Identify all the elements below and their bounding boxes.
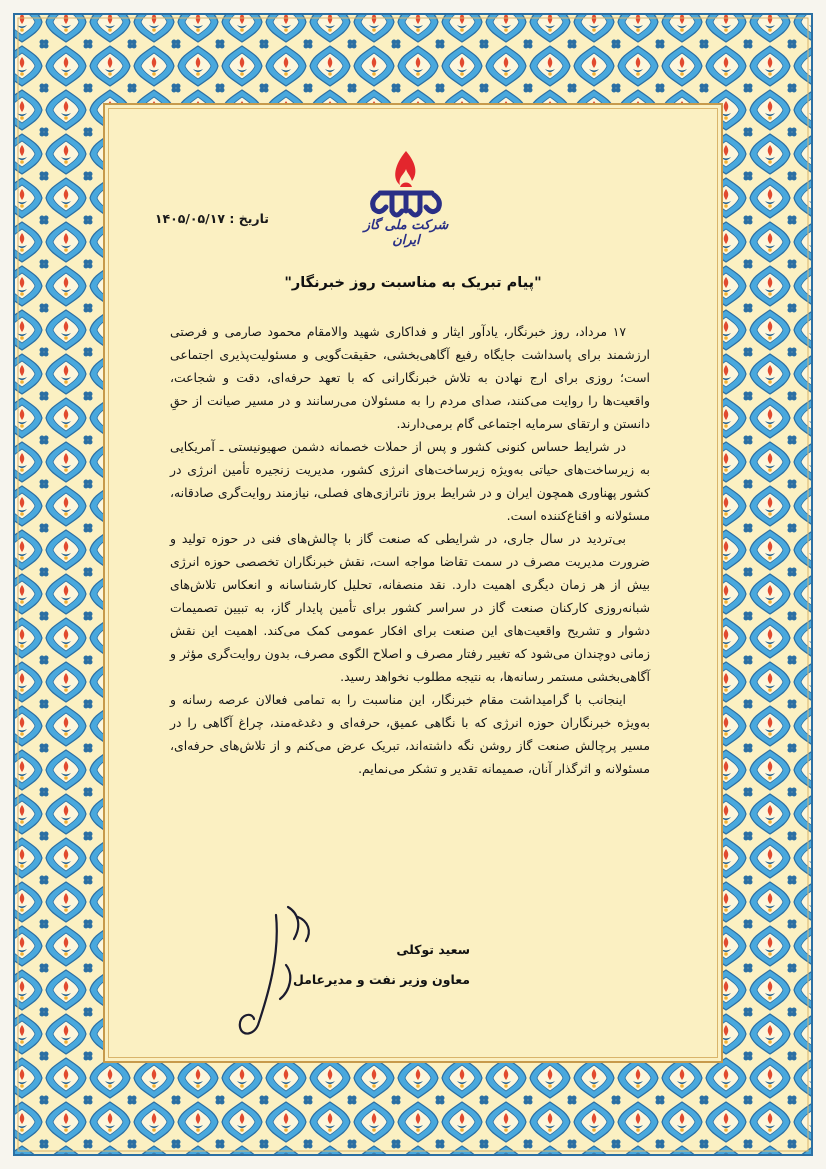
document-date <box>119 211 269 226</box>
date-label: تاریخ : <box>229 211 269 226</box>
date-value: ۱۴۰۵/۰۵/۱۷ <box>154 211 225 226</box>
handwritten-signature <box>228 895 318 1045</box>
company-name-logotype: شرکت ملی گاز ایران <box>363 218 449 248</box>
paragraph: اینجانب با گرامیداشت مقام خبرنگار، این مناسبت را به تمامی فعالان عرصه رسانه و به‌ویژه خبرنگاران حوزه انرژی که با نگاهی عمیق، حرفه‌ای و دغدغه‌مند، چراغ آگاهی را در مسیر پرچالش صنعت گاز روشن نگه داشته‌اند، تبریک عرض می‌کنم و از تلاش‌های حرفه‌ای، مسئولانه و اثرگذار آنان، صمیمانه تقدیر و تشکر می‌نمایم. <box>170 692 650 776</box>
letter-title: "پیام تبریک به مناسبت روز خبرنگار" <box>284 275 542 291</box>
paragraph: بی‌تردید در سال جاری، در شرایطی که صنعت گاز با چالش‌های فنی در حوزه تولید و ضرورت مدیریت مصرف در سمت تقاضا مواجه است، نقش خبرنگاران تخصصی حوزه انرژی بیش از هر زمان دیگری اهمیت دارد. نقد منصفانه، تحلیل کارشناسانه و انعکاس تلاش‌های شبانه‌روزی کارکنان صنعت گاز در سراسر کشور برای تأمین پایدار گاز، به تبیین تصمیمات دشوار و تشریح واقعیت‌های این صنعت برای افکار عمومی کمک می‌کند. اهمیت این نقش زمانی دوچندان می‌شود که تغییر رفتار مصرف و اصلاح الگوی مصرف، بدون روایت‌گری مؤثر و آگاهی‌بخشی مستمر رسانه‌ها، به نتیجه مطلوب نخواهد رسید. <box>170 531 650 684</box>
letter-body <box>170 320 650 780</box>
paragraph: ۱۷ مرداد، روز خبرنگار، یادآور ایثار و فداکاری شهید والامقام محمود صارمی و فرصتی ارزشمند برای پاسداشت جایگاه رفیع آگاهی‌بخشی، حقیقت‌گویی و مسئولیت‌پذیری اجتماعی است؛ روزی برای ارج نهادن به تلاش خبرنگارانی که با تعهد حرفه‌ای، دقت و شجاعت، واقعیت‌ها را روایت می‌کنند، صدای مردم را به مسئولان می‌رسانند و در مسیر صیانت از حقِ دانستن و ارتقای سرمایه اجتماعی گام برمی‌دارند. <box>170 324 650 431</box>
signatory-title: معاون وزیر نفت و مدیرعامل <box>292 972 470 987</box>
paragraph: در شرایط حساس کنونی کشور و پس از حملات خصمانه دشمن صهیونیستی ـ آمریکایی به زیرساخت‌های حیاتی به‌ویژه زیرساخت‌های انرژی کشور، مدیریت زنجیره تأمین انرژی در کشور پهناوری همچون ایران و در شرایط بروز ناترازی‌های فصلی، نیازمند روایت‌گری صادقانه، مسئولانه و اقناع‌کننده است. <box>170 439 650 523</box>
signatory-name: سعید توکلی <box>396 942 470 957</box>
